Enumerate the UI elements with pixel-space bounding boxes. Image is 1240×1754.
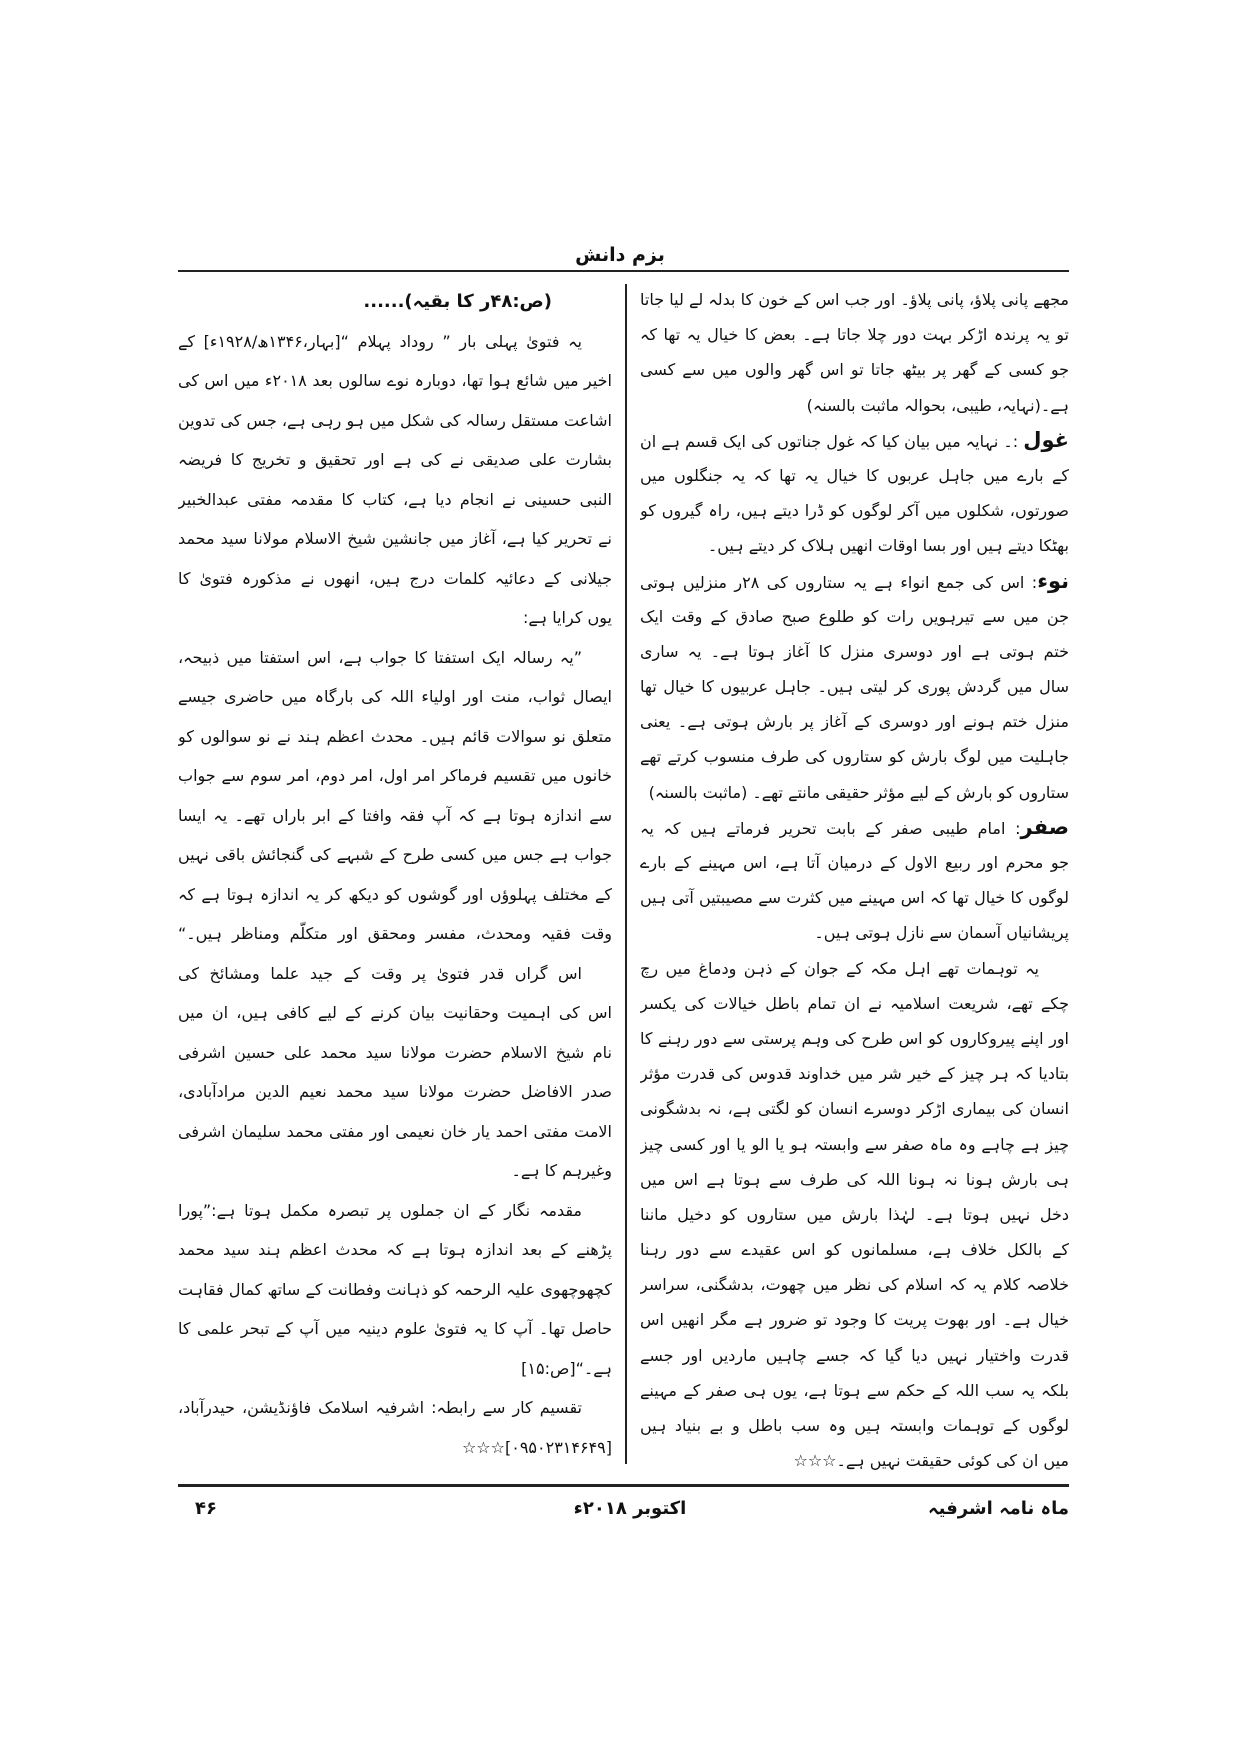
text-line: جیلانی کے دعائیہ کلمات درج ہیں، انھوں نے مذکورہ فتویٰ کا	[178, 568, 612, 588]
footer-page-number: ۴۶	[195, 1498, 217, 1519]
text-line: جواب ہے جس میں کسی طرح کے شبہے کی گنجائش باقی نہیں	[178, 845, 612, 864]
footer-date: اکتوبر ۲۰۱۸ء	[573, 1498, 687, 1519]
text-line: خلاصہ کلام یہ کہ اسلام کی نظر میں چھوت، بدشگنی، سراسر	[640, 1275, 1069, 1295]
text-line: ستاروں کو بارش کے لیے مؤثر حقیقی مانتے تھے۔ (ماثبت بالسنہ)	[648, 782, 1069, 802]
text-line: بشارت علی صدیقی نے کی ہے اور تحقیق و تخریج کا فریضہ	[178, 450, 612, 469]
text-line: کے بارے میں جاہل عربوں کا خیال یہ تھا کہ یہ جنگلوں میں	[640, 465, 1069, 485]
text-line: متعلق نو سوالات قائم ہیں۔ محدث اعظم ہند نے نو سوالوں کو	[178, 726, 612, 746]
text-line: سال میں گردش پوری کر لیتی ہیں۔ جاہل عربیوں کا خیال تھا	[640, 677, 1069, 697]
footer-rule	[178, 1484, 1069, 1487]
right-column	[640, 282, 1069, 1478]
left-column	[178, 282, 612, 1467]
text-line: ”یہ رسالہ ایک استفتا کا جواب ہے، اس استفتا میں ذبیحہ،	[178, 647, 582, 667]
text-line: لوگوں کا خیال تھا کہ اس مہینے میں کثرت سے مصیبتیں آتی ہیں	[640, 888, 1069, 908]
text-line: تقسیم کار سے رابطہ: اشرفیہ اسلامک فاؤنڈیشن، حیدرآباد،	[178, 1398, 582, 1417]
text-line: پریشانیاں آسمان سے نازل ہوتی ہیں۔	[814, 923, 1069, 943]
text-line: چیز ہے چاہے وہ ماہ صفر سے وابستہ ہو یا الو یا اور کسی چیز	[640, 1134, 1069, 1154]
text-line: وقت فقیہ ومحدث، مفسر ومحقق اور متکلّم ومناظر ہیں۔“	[178, 924, 612, 943]
text-line: یہ توہمات تھے اہل مکہ کے جوان کے ذہن ودماغ میں رچ	[640, 958, 1039, 978]
glossary-definition: : اس کی جمع انواء ہے یہ ستاروں کی ۲۸ر منزلیں ہوتی	[640, 572, 1038, 592]
text-line: [۰۹۵۰۲۳۱۴۶۴۹]☆☆☆	[461, 1437, 612, 1457]
text-line: صورتوں، شکلوں میں آکر لوگوں کو ڈرا دیتے ہیں، راہ گیروں کو	[640, 501, 1069, 521]
text-line: کچھوچھوی علیہ الرحمہ کو ذہانت وفطانت کے ساتھ کمال فقاہت	[178, 1279, 612, 1299]
text-line: حاصل تھا۔ آپ کا یہ فتویٰ علوم دینیہ میں آپ کے تبحر علمی کا	[178, 1319, 612, 1338]
text-line: ختم ہوتی ہے اور دوسری منزل کا آغاز ہوتا ہے۔ یہ ساری	[640, 641, 1069, 661]
text-line: النبی حسینی نے انجام دیا ہے، کتاب کا مقدمہ مفتی عبدالخبیر	[178, 489, 612, 509]
text-line: تو یہ پرندہ اڑکر بہت دور چلا جاتا ہے۔ بعض کا خیال یہ تھا کہ	[640, 325, 1069, 345]
text-line: انسان کی بیماری اڑکر دوسرے انسان کو لگتی ہے، نہ بدشگونی	[640, 1099, 1069, 1119]
text-line: اشاعت مستقل رسالہ کی شکل میں ہو رہی ہے، جس کی تدوین	[178, 410, 612, 430]
continuation-title: (ص:۴۸ر کا بقیہ)......	[363, 291, 552, 312]
text-line: وغیرہم کا ہے۔	[511, 1161, 612, 1180]
text-line	[640, 423, 1069, 458]
text-line: لوگوں کے توہمات وابستہ ہیں وہ سب باطل و بے بنیاد ہیں	[640, 1416, 1069, 1435]
text-line: مقدمہ نگار کے ان جملوں پر تبصرہ مکمل ہوتا ہے:”پورا	[178, 1200, 582, 1220]
text-line: بتادیا کہ ہر چیز کے خیر شر میں خداوند قدوس کی قدرت مؤثر	[640, 1064, 1069, 1084]
text-line: بھٹکا دیتے ہیں اور بسا اوقات انھیں ہلاک کر دیتے ہیں۔	[707, 536, 1069, 556]
text-line: ہے۔“[ص:۱۵]	[521, 1358, 612, 1378]
text-line	[640, 810, 1069, 845]
glossary-term: نوء	[1037, 568, 1069, 593]
text-line: جو کسی کے گھر پر بیٹھ جاتا تو اس گھر والوں میں سے کسی	[640, 360, 1069, 380]
column-divider	[625, 284, 627, 1464]
text-line: اور اپنے پیروکاروں کو اس طرح کی وہم پرستی سے دور رہنے کا	[640, 1028, 1069, 1048]
text-line: صدر الافاضل حضرت مولانا سید محمد نعیم الدین مرادآبادی،	[178, 1082, 612, 1101]
text-line: یہ فتویٰ پہلی بار ” روداد پہلام “[بہار،۱۳۴۶ھ/۱۹۲۸ء] کے	[178, 331, 583, 351]
footer-magazine-name: ماہ نامہ اشرفیہ	[928, 1498, 1069, 1519]
text-line: جاہلیت میں لوگ بارش کو ستاروں کی طرف منسوب کرتے تھے	[640, 747, 1069, 767]
text-line: دخل نہیں ہوتا ہے۔ لہٰذا بارش میں ستاروں کو دخیل ماننا	[640, 1204, 1069, 1224]
text-line: پڑھنے کے بعد اندازہ ہوتا ہے کہ محدث اعظم ہند سید محمد	[178, 1240, 612, 1259]
text-line: ہے۔(نہایہ، طیبی، بحوالہ ماثبت بالسنہ)	[806, 395, 1069, 415]
text-line: اس گراں قدر فتویٰ پر وقت کے جید علما ومشائخ کی	[178, 963, 582, 983]
text-line: بلکہ یہ سب اللہ کے حکم سے ہوتا ہے، یوں ہی صفر کے مہینے	[640, 1380, 1069, 1400]
glossary-definition: : امام طیبی صفر کے بابت تحریر فرماتے ہیں کہ یہ	[640, 818, 1021, 838]
text-line: کے مختلف پہلوؤں اور گوشوں کو دیکھ کر یہ اندازہ ہوتا ہے کہ	[178, 884, 612, 904]
text-line: اخیر میں شائع ہوا تھا، دوبارہ نوے سالوں بعد ۲۰۱۸ء میں اس کی	[178, 371, 612, 390]
text-line: منزل ختم ہونے اور دوسری کے آغاز پر بارش ہوتی ہے۔ یعنی	[640, 712, 1069, 732]
header-rule	[178, 270, 1069, 272]
text-line: نے تحریر کیا ہے، آغاز میں جانشین شیخ الاسلام مولانا سید محمد	[178, 529, 612, 548]
text-line: اس کی اہمیت وحقانیت بیان کرنے کے لیے کافی ہیں، ان میں	[178, 1003, 612, 1022]
text-line: ایصال ثواب، منت اور اولیاء اللہ کی بارگاہ میں حاضری جیسے	[178, 687, 612, 706]
text-line: مجھے پانی پلاؤ، پانی پلاؤ۔ اور جب اس کے خون کا بدلہ لے لیا جاتا	[640, 290, 1069, 309]
text-line: ہی بارش ہونا نہ ہونا اللہ کی طرف سے ہوتا ہے اس میں	[640, 1169, 1069, 1189]
glossary-term: غول	[1023, 427, 1069, 452]
text-line	[640, 564, 1069, 599]
page-header-title: بزم دانش	[575, 244, 665, 266]
text-line: کے بالکل خلاف ہے، مسلمانوں کو اس عقیدے سے دور رہنا	[640, 1240, 1069, 1260]
text-line: خانوں میں تقسیم فرماکر امر اول، امر دوم، امر سوم سے جواب	[178, 766, 612, 785]
text-line: جن میں سے تیرہویں رات کو طلوع صبح صادق کے وقت ایک	[640, 606, 1069, 626]
text-line: یوں کرایا ہے:	[523, 608, 612, 627]
text-line: قدرت واختیار نہیں دیا گیا کہ جسے چاہیں ماردیں اور جسے	[640, 1345, 1069, 1365]
glossary-definition: :۔ نہایہ میں بیان کیا کہ غول جناتوں کی ایک قسم ہے ان	[640, 431, 1024, 451]
text-line: چکے تھے، شریعت اسلامیہ نے ان تمام باطل خیالات کی یکسر	[640, 993, 1069, 1013]
text-line: سے اندازہ ہوتا ہے کہ آپ فقہ وافتا کے ابر باراں تھے۔ یہ ایسا	[178, 805, 612, 825]
text-line: الامت مفتی احمد یار خان نعیمی اور مفتی محمد سلیمان اشرفی	[178, 1121, 612, 1141]
text-line: نام شیخ الاسلام حضرت مولانا سید محمد علی حسین اشرفی	[178, 1042, 612, 1062]
text-line: میں ان کی کوئی حقیقت نہیں ہے۔☆☆☆	[793, 1451, 1069, 1471]
glossary-term: صفر	[1020, 814, 1069, 839]
text-line: جو محرم اور ربیع الاول کے درمیان آتا ہے، اس مہینے کے بارے	[640, 853, 1069, 872]
text-line: خیال ہے۔ اور بھوت پریت کا وجود تو ضرور ہے مگر انھیں اس	[640, 1310, 1069, 1330]
